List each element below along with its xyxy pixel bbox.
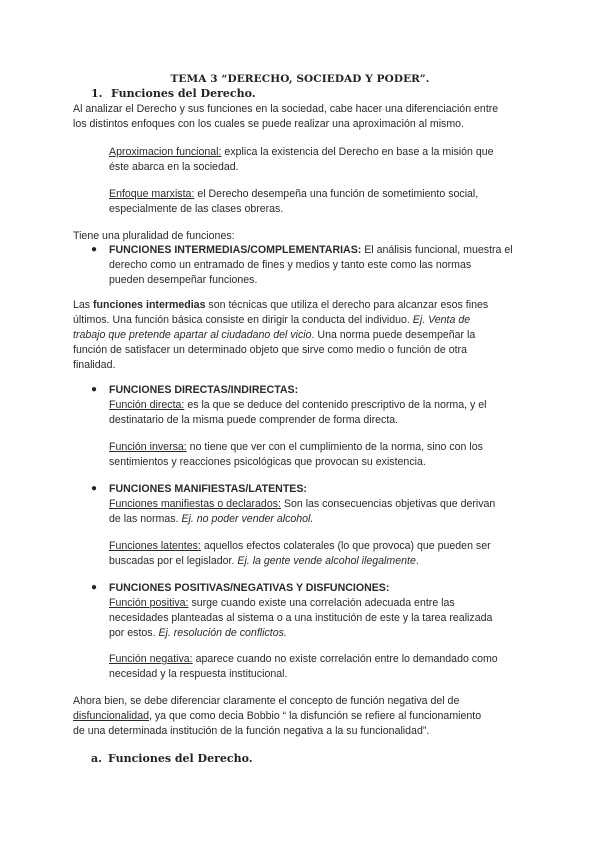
- definition-term: Funciones manifiestas o declarados:: [109, 498, 281, 510]
- text-span: , ya que como decia Bobbio “ la disfunción se refiere al funcionamiento: [148, 710, 482, 722]
- document-title: TEMA 3 “DERECHO, SOCIEDAD Y PODER”.: [170, 73, 430, 85]
- item-heading: FUNCIONES INTERMEDIAS/COMPLEMENTARIAS:: [109, 244, 362, 256]
- intermedias-paragraph: [73, 298, 488, 373]
- text-line: función de satisfacer un determinado objeto que sirve como medio o función de otra: [73, 344, 467, 356]
- section-heading-1: [91, 87, 256, 100]
- text-span: es la que se deduce del contenido prescriptivo de la norma, y el: [184, 399, 487, 411]
- text-line: necesidad y la respuesta institucional.: [109, 668, 288, 680]
- text-line: finalidad.: [73, 359, 116, 371]
- example-text: Ej. Venta de: [412, 314, 471, 326]
- text-line: éste abarca en la sociedad.: [109, 161, 239, 173]
- item-heading: FUNCIONES MANIFIESTAS/LATENTES:: [109, 483, 307, 495]
- inversa-definition: [109, 440, 483, 470]
- text-span: Las: [73, 299, 94, 311]
- text-span: últimos. Una función básica consiste en dirigir la conducta del individuo.: [73, 314, 413, 326]
- text-line: los distintos enfoques con los cuales se puede realizar una aproximación al mismo.: [73, 118, 465, 130]
- bold-term: funciones intermedias: [93, 299, 206, 311]
- text-line: Al analizar el Derecho y sus funciones en la sociedad, cabe hacer una diferenciación entre: [73, 103, 499, 115]
- bullet-icon: ●: [91, 582, 98, 593]
- text-line: de una determinada institución de la función negativa a la su funcionalidad”.: [73, 725, 430, 737]
- closing-paragraph: [73, 694, 481, 739]
- definition-term: Función directa:: [109, 399, 185, 411]
- text-span: . Una norma puede desempeñar la: [311, 329, 476, 341]
- plurality-line: Tiene una pluralidad de funciones:: [73, 230, 235, 242]
- directas-item: [109, 383, 486, 428]
- text-span: son técnicas que utiliza el derecho para alcanzar esos fines: [205, 299, 489, 311]
- definition-term: Función inversa:: [109, 441, 187, 453]
- text-span: aquellos efectos colaterales (lo que provoca) que pueden ser: [200, 540, 491, 552]
- text-line: derecho como un entramado de fines y medios y tanto este como las normas: [109, 259, 472, 271]
- text-line: pueden desempeñar funciones.: [109, 274, 258, 286]
- text-line: necesidades planteadas al sistema o a una institución de este y la tarea realizada: [109, 612, 493, 624]
- text-span: Son las consecuencias objetivas que derivan: [280, 498, 496, 510]
- subsection-label: Funciones del Derecho.: [108, 752, 253, 765]
- text-span: explica la existencia del Derecho en base a la misión que: [221, 146, 494, 158]
- text-span: surge cuando existe una correlación adecuada entre las: [188, 597, 455, 609]
- text-span: por estos.: [109, 627, 159, 639]
- latentes-definition: [109, 539, 491, 569]
- text-line: Ahora bien, se debe diferenciar claramente el concepto de función negativa del de: [73, 695, 460, 707]
- text-span: buscadas por el legislador.: [109, 555, 238, 567]
- underlined-term: disfuncionalidad: [73, 710, 149, 722]
- definition-term: Enfoque marxista:: [109, 188, 195, 200]
- bullet-icon: ●: [91, 244, 98, 255]
- bullet-icon: ●: [91, 483, 98, 494]
- text-span: aparece cuando no existe correlación entre lo demandado como: [192, 653, 498, 665]
- text-line: sentimientos y reacciones psicológicas que provocan su existencia.: [109, 456, 426, 468]
- example-text: Ej. resolución de conflictos.: [158, 627, 287, 639]
- marxista-definition: [109, 187, 478, 217]
- example-text: Ej. la gente vende alcohol ilegalmente: [237, 555, 416, 567]
- definition-term: Función positiva:: [109, 597, 189, 609]
- text-span: el Derecho desempeña una función de sometimiento social,: [194, 188, 479, 200]
- example-text: Ej. no poder vender alcohol.: [181, 513, 314, 525]
- text-span: .: [415, 555, 419, 567]
- negativa-definition: [109, 652, 498, 682]
- intermedias-item: [109, 243, 513, 288]
- definition-term: Funciones latentes:: [109, 540, 201, 552]
- section-label: Funciones del Derecho.: [111, 87, 256, 100]
- section-number: 1.: [91, 87, 103, 100]
- manifiestas-item: [109, 482, 495, 527]
- subsection-letter: a.: [91, 752, 102, 765]
- definition-term: Aproximacion funcional:: [109, 146, 222, 158]
- text-span: no tiene que ver con el cumplimiento de la norma, sino con los: [186, 441, 483, 453]
- text-line: destinatario de la misma puede comprender de forma directa.: [109, 414, 399, 426]
- positivas-item: [109, 581, 492, 641]
- subsection-heading-a: [91, 752, 253, 765]
- text-line: especialmente de las clases obreras.: [109, 203, 284, 215]
- item-heading: FUNCIONES POSITIVAS/NEGATIVAS Y DISFUNCIONES:: [109, 582, 390, 594]
- bullet-icon: ●: [91, 384, 98, 395]
- item-heading: FUNCIONES DIRECTAS/INDIRECTAS:: [109, 384, 299, 396]
- text-span: El análisis funcional, muestra el: [361, 244, 513, 256]
- definition-term: Función negativa:: [109, 653, 193, 665]
- funcional-definition: [109, 145, 494, 175]
- text-span: de las normas.: [109, 513, 182, 525]
- intro-paragraph: [73, 102, 498, 132]
- example-text: trabajo que pretende apartar al ciudadano del vicio: [73, 329, 312, 341]
